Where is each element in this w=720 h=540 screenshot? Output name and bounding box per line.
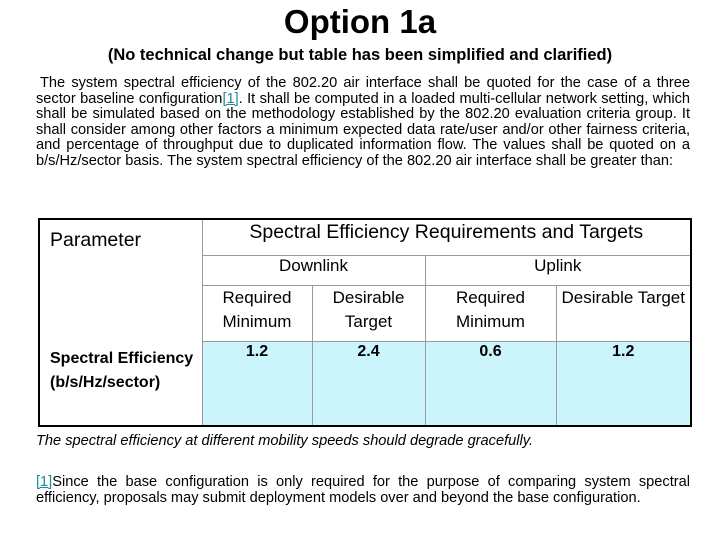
intro-text-before-ref: The system spectral efficiency of the 802.20 air interface shall be quoted for the case of a three sector baseline configuration [36, 75, 690, 107]
page-subtitle: (No technical change but table has been simplified and clarified) [107, 46, 613, 64]
footnote-text: Since the base configuration is only required for the purpose of comparing system spectral efficiency, proposals may submit deployment models over and beyond the base configuration. [36, 474, 690, 506]
downlink-header: Downlink [202, 255, 425, 285]
row-label-cell [39, 341, 202, 426]
parameter-header-cell [39, 219, 202, 341]
page-title: Option 1a [283, 3, 437, 40]
downlink-required-minimum-header: Required Minimum [202, 285, 312, 341]
uplink-desirable-target-value: 1.2 [556, 341, 691, 426]
downlink-desirable-target-header: Desirable Target [312, 285, 425, 341]
footnote-marker-link[interactable]: [1] [36, 474, 53, 490]
spectral-efficiency-table [38, 218, 692, 427]
downlink-desirable-target-value: 2.4 [312, 341, 425, 426]
uplink-header: Uplink [425, 255, 691, 285]
mobility-note: The spectral efficiency at different mobility speeds should degrade gracefully. [36, 433, 533, 449]
downlink-required-minimum-value: 1.2 [202, 341, 312, 426]
uplink-required-minimum-value: 0.6 [425, 341, 556, 426]
intro-text-after-ref: . It shall be computed in a loaded multi-cellular network setting, which shall be simulated based on the methodology established by the 802.20 evaluation criteria group. It shall consider among other factors a minimum expected data rate/user and/or other fairness criteria, and percentage of throughput due to duplicated information flow. The values shall be quoted on a b/s/Hz/sector basis. The system spectral efficiency of the 802.20 air interface shall be greater than: [36, 90, 690, 169]
intro-paragraph [36, 76, 690, 170]
parameter-header: Parameter [50, 229, 142, 251]
row-label: Spectral Efficiency (b/s/Hz/sector) [50, 350, 194, 391]
uplink-required-minimum-header: Required Minimum [425, 285, 556, 341]
footnote [36, 475, 690, 506]
uplink-desirable-target-header: Desirable Target [556, 285, 691, 341]
footnote-ref-link[interactable]: [1] [222, 90, 239, 107]
main-header: Spectral Efficiency Requirements and Targets [202, 219, 691, 255]
